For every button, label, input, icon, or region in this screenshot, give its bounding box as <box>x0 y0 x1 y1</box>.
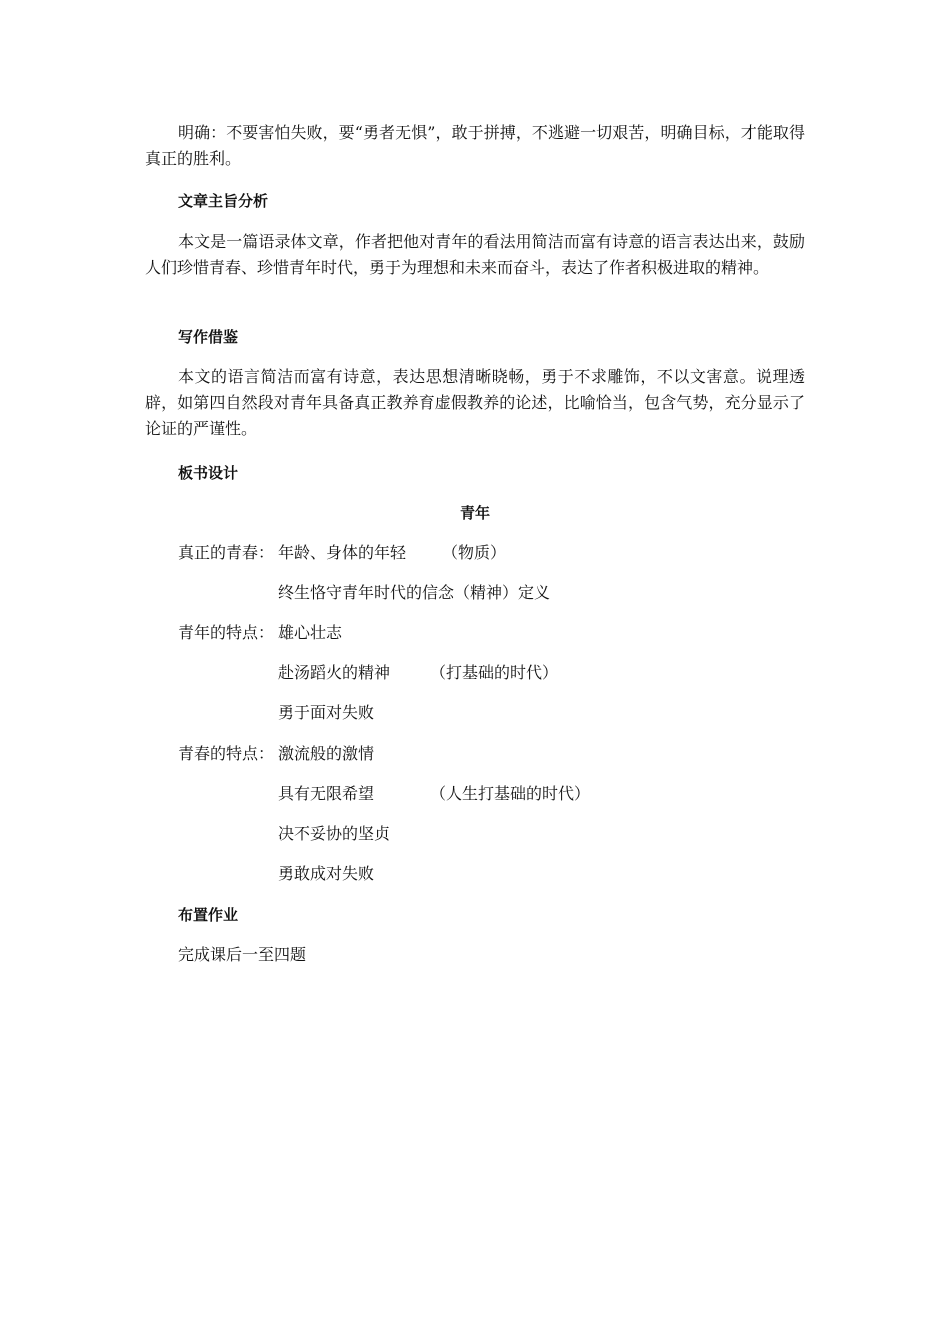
board-row3-label: 青年的特点： <box>178 623 275 642</box>
writing-paragraph: 本文的语言简洁而富有诗意，表达思想清晰晓畅，勇于不求雕饰，不以文害意。说理透辟，如第四自然段对青年具备真正教养育虚假教养的论述，比喻恰当，包含气势，充分显示了论证的严谨性。 <box>145 367 805 438</box>
board-row7-item: 具有无限希望 <box>278 784 375 803</box>
board-heading: 板书设计 <box>178 464 239 482</box>
board-row4-item: 赴汤蹈火的精神 <box>278 663 391 682</box>
board-row1-item: 年龄、身体的年轻 <box>278 543 407 562</box>
board-row6-item: 激流般的激情 <box>278 744 375 763</box>
board-row9-item: 勇敢成对失败 <box>278 864 375 883</box>
homework-text: 完成课后一至四题 <box>178 945 307 964</box>
board-row5-item: 勇于面对失败 <box>278 703 375 722</box>
clarify-paragraph: 明确：不要害怕失败，要“勇者无惧”，敢于拼搏，不逃避一切艰苦，明确目标，才能取得真正的胜利。 <box>145 123 805 168</box>
board-row7-note: （人生打基础的时代） <box>430 784 591 803</box>
board-row6-label: 青春的特点： <box>178 744 275 763</box>
board-row8-item: 决不妥协的坚贞 <box>278 824 391 843</box>
board-row3-item: 雄心壮志 <box>278 623 343 642</box>
board-row2-item: 终生恪守青年时代的信念（精神）定义 <box>278 583 551 602</box>
board-row1-note: （物质） <box>442 543 507 562</box>
writing-heading: 写作借鉴 <box>178 328 239 346</box>
homework-heading: 布置作业 <box>178 906 239 924</box>
board-title: 青年 <box>459 504 490 522</box>
theme-paragraph: 本文是一篇语录体文章，作者把他对青年的看法用简洁而富有诗意的语言表达出来，鼓励人们珍惜青春、珍惜青年时代，勇于为理想和未来而奋斗，表达了作者积极进取的精神。 <box>145 232 805 277</box>
board-row4-note: （打基础的时代） <box>430 663 559 682</box>
theme-heading: 文章主旨分析 <box>178 192 269 210</box>
board-row1-label: 真正的青春： <box>178 543 275 562</box>
